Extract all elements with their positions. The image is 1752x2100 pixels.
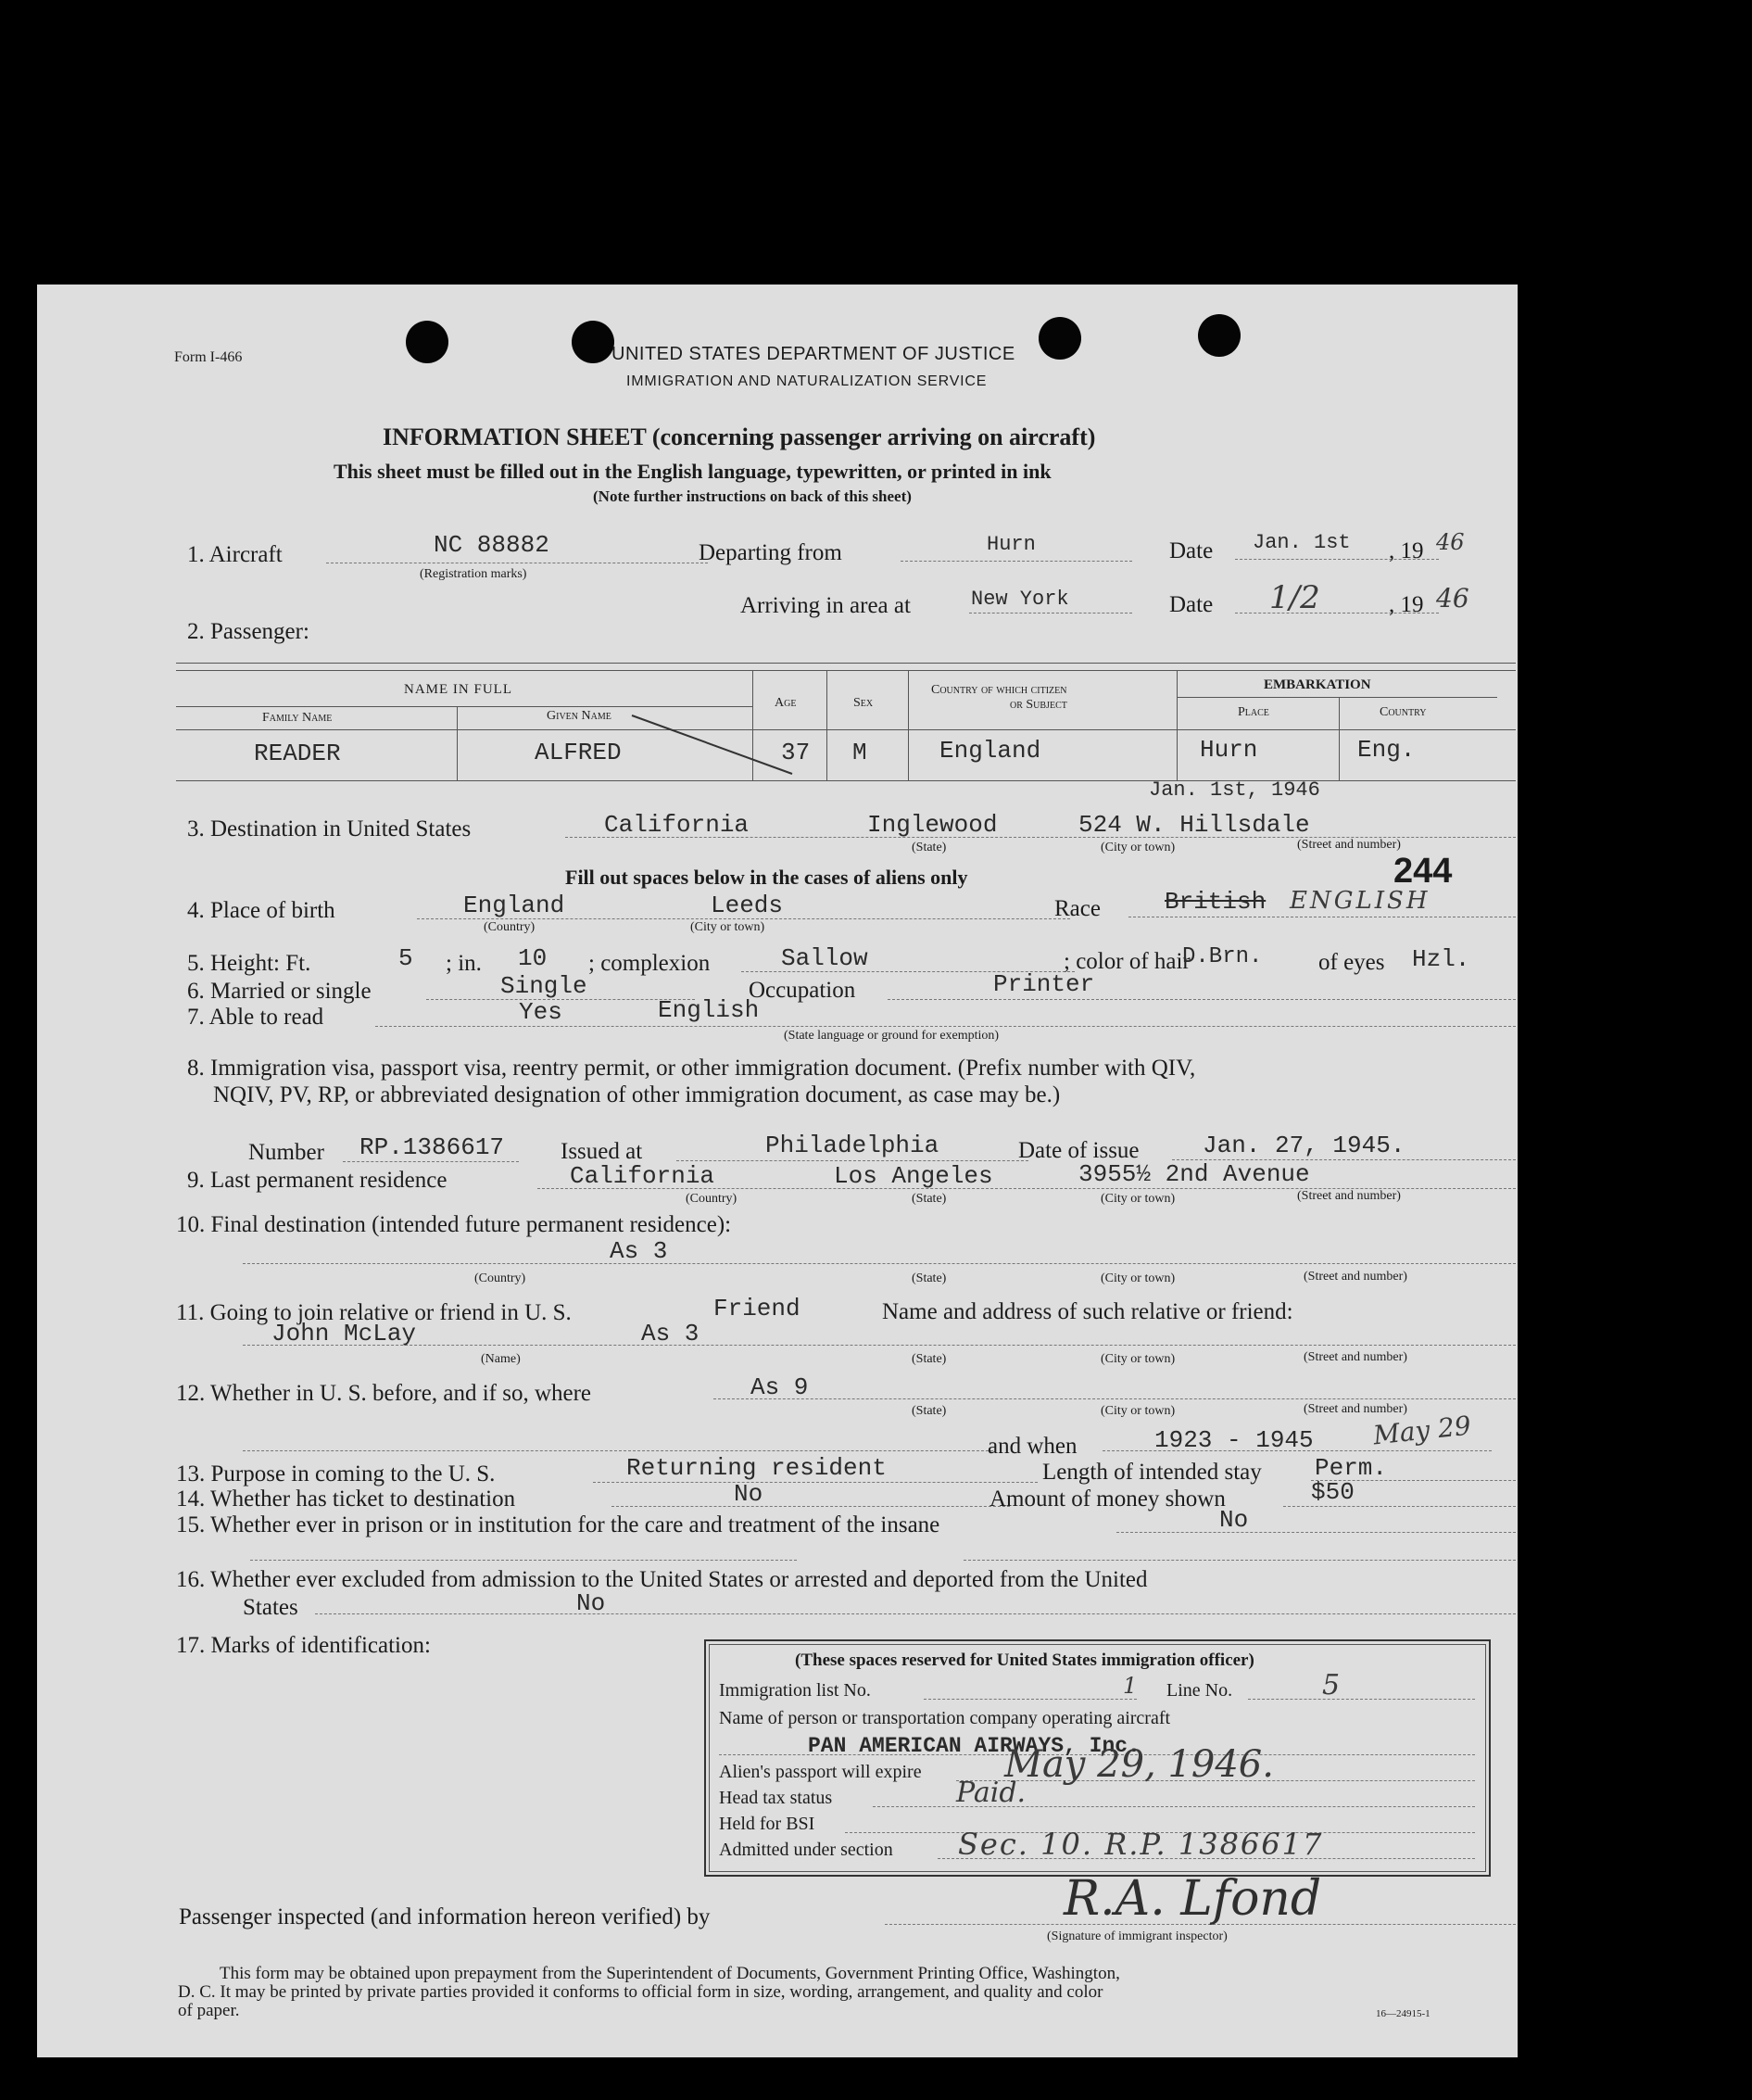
friend-name-caption: (Name)	[481, 1352, 521, 1366]
held-bsi-label: Held for BSI	[719, 1814, 815, 1834]
hair-label: ; color of hair	[1064, 949, 1191, 974]
citizen-header-2: or Subject	[1010, 698, 1067, 712]
head-tax-label: Head tax status	[719, 1788, 833, 1808]
previous-street-caption: (Street and number)	[1304, 1402, 1407, 1416]
operator-value: PAN AMERICAN AIRWAYS, Inc.	[808, 1734, 1141, 1758]
arrival-date: 1/2	[1269, 579, 1320, 616]
operator-label: Name of person or transportation company operating aircraft	[719, 1708, 1171, 1728]
final-destination-label: 10. Final destination (intended future permanent residence):	[176, 1212, 732, 1237]
stamp-number: 244	[1393, 852, 1453, 891]
race-struck-value: British	[1165, 888, 1267, 916]
residence-country: California	[570, 1162, 715, 1190]
money-label: Amount of money shown	[989, 1486, 1226, 1512]
date-stamp: Jan. 1st, 1946	[1149, 778, 1320, 802]
punch-hole-icon	[406, 321, 448, 363]
arrival-year: 46	[1436, 583, 1469, 614]
inspection-label: Passenger inspected (and information hereon verified) by	[179, 1904, 711, 1929]
friend-state-caption: (State)	[912, 1352, 947, 1366]
document-text-2: NQIV, PV, RP, or abbreviated designation of other immigration document, as case may be.)	[213, 1082, 1061, 1107]
departure-year-prefix: , 19	[1389, 538, 1424, 563]
residence-label: 9. Last permanent residence	[187, 1168, 447, 1193]
inspector-signature: R.A. Lfond	[1064, 1871, 1322, 1927]
residence-street-caption: (Street and number)	[1297, 1189, 1401, 1203]
stay-value: Perm.	[1315, 1454, 1388, 1482]
passport-expire-label: Alien's passport will expire	[719, 1762, 922, 1782]
hair-value: D.Brn.	[1182, 944, 1263, 969]
destination-city: Inglewood	[867, 811, 998, 839]
issue-date-value: Jan. 27, 1945.	[1203, 1132, 1405, 1159]
occupation-label: Occupation	[749, 978, 856, 1003]
inches-label: ; in.	[446, 951, 482, 976]
issue-date-label: Date of issue	[1018, 1138, 1140, 1163]
sex-value: M	[852, 739, 867, 766]
document-text-1: 8. Immigration visa, passport visa, reentry permit, or other immigration document. (Prefix number with QIV,	[187, 1056, 1196, 1081]
date-label: Date	[1169, 538, 1214, 563]
document-number-label: Number	[248, 1140, 324, 1165]
birth-country: England	[463, 892, 565, 919]
when-handwritten: May 29	[1371, 1410, 1473, 1451]
country-header: Country	[1380, 705, 1427, 719]
footer-text-3: of paper.	[178, 2001, 240, 2020]
friend-name: John McLay	[271, 1320, 417, 1347]
height-feet: 5	[398, 944, 413, 972]
punch-hole-icon	[1039, 317, 1081, 360]
ticket-value: No	[734, 1480, 763, 1508]
hand-stroke-icon	[630, 714, 797, 778]
read-caption: (State language or ground for exemption)	[784, 1029, 1000, 1043]
when-value: 1923 - 1945	[1154, 1426, 1314, 1454]
issued-label: Issued at	[561, 1139, 643, 1164]
age-value: 37	[781, 739, 811, 766]
excluded-value: No	[576, 1589, 606, 1617]
identification-label: 17. Marks of identification:	[176, 1633, 431, 1658]
destination-street: 524 W. Hillsdale	[1078, 811, 1310, 839]
passenger-label: 2. Passenger:	[187, 619, 309, 644]
previous-state-caption: (State)	[912, 1404, 947, 1418]
friend-address: As 3	[641, 1320, 700, 1347]
previous-us-value: As 9	[750, 1373, 809, 1401]
departing-label: Departing from	[699, 540, 842, 565]
residence-city-caption: (City or town)	[1101, 1192, 1176, 1206]
footer-text-2: D. C. It may be printed by private parties provided it conforms to official form in size, wording, arrangement, and quality and color	[178, 1982, 1103, 2002]
line-number-label: Line No.	[1166, 1680, 1233, 1701]
aliens-note: Fill out spaces below in the cases of aliens only	[565, 866, 968, 889]
eyes-value: Hzl.	[1412, 945, 1470, 973]
state-caption: (State)	[912, 841, 947, 854]
stay-label: Length of intended stay	[1042, 1460, 1262, 1485]
punch-hole-icon	[572, 321, 614, 363]
final-street-caption: (Street and number)	[1304, 1270, 1407, 1284]
arriving-label: Arriving in area at	[740, 593, 911, 618]
name-in-full-header: NAME IN FULL	[404, 682, 512, 697]
footer-text-1: This form may be obtained upon prepayment from the Superintendent of Documents, Government Printing Office, Washington,	[220, 1964, 1120, 1983]
friend-street-caption: (Street and number)	[1304, 1350, 1407, 1364]
departure-year: 46	[1436, 529, 1465, 555]
given-name-header: Given Name	[547, 709, 611, 723]
height-inches: 10	[518, 944, 548, 972]
residence-country-caption: (Country)	[686, 1192, 737, 1206]
citizen-header: Country of which citizen	[931, 683, 1067, 697]
read-language: English	[658, 996, 760, 1024]
form-instruction: This sheet must be filled out in the English language, typewritten, or printed in ink	[334, 460, 1052, 483]
when-label: and when	[988, 1434, 1078, 1459]
residence-street: 3955½ 2nd Avenue	[1078, 1160, 1310, 1188]
marital-label: 6. Married or single	[187, 979, 372, 1004]
excluded-label-2: States	[243, 1595, 298, 1620]
destination-label: 3. Destination in United States	[187, 816, 472, 841]
previous-city-caption: (City or town)	[1101, 1404, 1176, 1418]
footer-code: 16—24915-1	[1376, 2008, 1431, 2019]
birth-country-caption: (Country)	[484, 920, 536, 934]
final-state-caption: (State)	[912, 1271, 947, 1285]
document-number: RP.1386617	[359, 1133, 505, 1161]
complexion-value: Sallow	[781, 944, 868, 972]
birth-city-caption: (City or town)	[690, 920, 765, 934]
ticket-label: 14. Whether has ticket to destination	[176, 1486, 516, 1512]
read-label: 7. Able to read	[187, 1005, 324, 1030]
birth-city: Leeds	[711, 892, 784, 919]
admitted-value: Sec. 10. R.P. 1386617	[958, 1827, 1324, 1862]
join-label: 11. Going to join relative or friend in U. S.	[176, 1300, 572, 1325]
department-name: UNITED STATES DEPARTMENT OF JUSTICE	[611, 344, 1015, 364]
embarkation-place-value: Hurn	[1200, 736, 1258, 764]
form-title: INFORMATION SHEET (concerning passenger arriving on aircraft)	[383, 424, 1096, 450]
eyes-label: of eyes	[1318, 950, 1385, 975]
citizen-value: England	[939, 737, 1041, 765]
passport-expire-value: May 29, 1946.	[1004, 1743, 1274, 1786]
embarkation-header: EMBARKATION	[1264, 677, 1371, 692]
occupation-value: Printer	[993, 970, 1095, 998]
age-header: Age	[775, 696, 797, 710]
arrival-date-label: Date	[1169, 592, 1214, 617]
admitted-label: Admitted under section	[719, 1840, 893, 1860]
service-name: IMMIGRATION AND NATURALIZATION SERVICE	[626, 373, 988, 389]
signature-caption: (Signature of immigrant inspector)	[1047, 1929, 1228, 1943]
friend-city-caption: (City or town)	[1101, 1352, 1176, 1366]
join-relation: Friend	[713, 1295, 800, 1322]
sex-header: Sex	[853, 696, 874, 710]
punch-hole-icon	[1198, 314, 1241, 357]
excluded-label-1: 16. Whether ever excluded from admission to the United States or arrested and deported from the United	[176, 1567, 1148, 1592]
family-name-value: READER	[254, 740, 341, 767]
complexion-label: ; complexion	[588, 951, 711, 976]
arriving-value: New York	[971, 588, 1069, 611]
embarkation-country-value: Eng.	[1357, 736, 1416, 764]
officer-box-title: (These spaces reserved for United States immigration officer)	[795, 1651, 1254, 1670]
form-sheet	[37, 285, 1518, 2057]
prison-value: No	[1219, 1506, 1249, 1534]
list-number-value: 1	[1123, 1673, 1138, 1699]
previous-us-label: 12. Whether in U. S. before, and if so, where	[176, 1381, 592, 1406]
aircraft-value: NC 88882	[434, 531, 549, 559]
head-tax-value: Paid.	[956, 1777, 1027, 1809]
city-caption: (City or town)	[1101, 841, 1176, 854]
form-number: Form I-466	[174, 349, 243, 365]
race-label: Race	[1054, 896, 1101, 921]
street-caption: (Street and number)	[1297, 838, 1401, 852]
name-address-label: Name and address of such relative or friend:	[882, 1299, 1293, 1324]
list-number-label: Immigration list No.	[719, 1680, 871, 1701]
place-header: Place	[1238, 705, 1269, 719]
line-number-value: 5	[1322, 1669, 1341, 1702]
birth-label: 4. Place of birth	[187, 898, 335, 923]
given-name-value: ALFRED	[535, 739, 622, 766]
arrival-year-prefix: , 19	[1389, 592, 1424, 617]
marital-value: Single	[500, 972, 587, 1000]
purpose-value: Returning resident	[626, 1454, 887, 1482]
departing-value: Hurn	[987, 533, 1036, 556]
residence-state-caption: (State)	[912, 1192, 947, 1206]
race-handwritten-value: ENGLISH	[1290, 887, 1431, 915]
final-city-caption: (City or town)	[1101, 1271, 1176, 1285]
destination-state: California	[604, 811, 750, 839]
final-country-caption: (Country)	[474, 1271, 526, 1285]
height-label: 5. Height: Ft.	[187, 951, 311, 976]
family-name-header: Family Name	[262, 711, 333, 725]
officer-box	[704, 1639, 1491, 1877]
purpose-label: 13. Purpose in coming to the U. S.	[176, 1461, 496, 1486]
form-note: (Note further instructions on back of this sheet)	[593, 487, 912, 505]
prison-label: 15. Whether ever in prison or in institution for the care and treatment of the insane	[176, 1512, 940, 1537]
read-value: Yes	[519, 998, 562, 1026]
issued-value: Philadelphia	[765, 1132, 939, 1159]
final-destination-value: As 3	[610, 1237, 668, 1265]
departure-date: Jan. 1st	[1253, 531, 1351, 554]
money-value: $50	[1311, 1478, 1355, 1506]
residence-state: Los Angeles	[834, 1162, 993, 1190]
aircraft-label: 1. Aircraft	[187, 542, 283, 567]
registration-caption: (Registration marks)	[420, 567, 527, 581]
